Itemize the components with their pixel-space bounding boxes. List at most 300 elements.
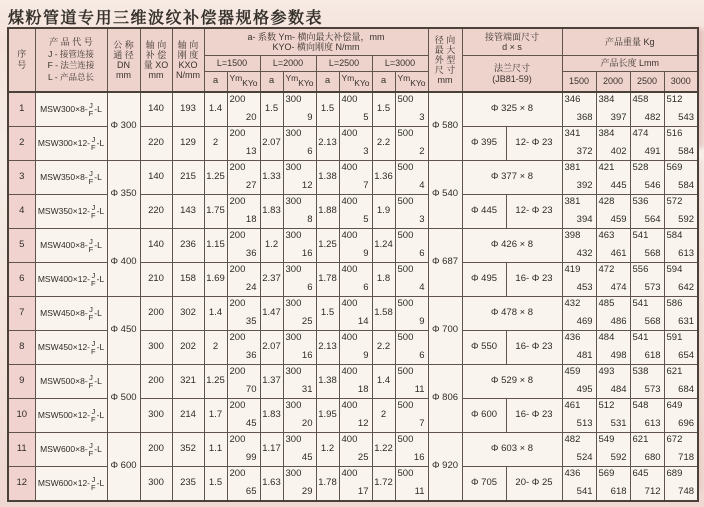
flange-diameter-cell: Φ 395 [462, 127, 506, 161]
weight-f: 368 [576, 112, 593, 124]
xo-cell: 300 [140, 331, 172, 365]
dn-cell: Φ 350 [107, 161, 140, 229]
weight-j: 436 [564, 332, 581, 343]
ym-kyo-cell [395, 399, 428, 433]
product-code-cell [35, 365, 107, 399]
kyo-value: 9 [363, 248, 369, 260]
header-flange [462, 56, 562, 93]
weight-f: 568 [644, 248, 661, 260]
seq-cell: 3 [8, 161, 35, 195]
a-cell: 1.83 [260, 195, 283, 229]
weight-cell [630, 297, 664, 331]
header-sub-ym: Ym [341, 73, 355, 83]
ym-kyo-cell [283, 331, 316, 365]
product-code-cell [35, 161, 107, 195]
header-sub-ym-kyo [339, 72, 372, 93]
ym-value: 300 [285, 468, 302, 479]
pipe-end-cell: Φ 603 × 8 [462, 433, 562, 467]
weight-cell [596, 331, 630, 365]
ym-value: 400 [341, 230, 358, 241]
table-row [8, 92, 698, 127]
kyo-value: 11 [414, 384, 425, 396]
kyo-value: 9 [419, 316, 425, 328]
weight-j: 569 [666, 162, 683, 173]
xo-cell: 200 [140, 433, 172, 467]
kyo-value: 6 [363, 282, 369, 294]
weight-j: 474 [632, 128, 649, 139]
weight-j: 556 [632, 264, 649, 275]
code-f: F [91, 278, 96, 288]
xo-cell: 200 [140, 365, 172, 399]
header-sub-ym-kyo [227, 72, 260, 93]
ym-value: 400 [341, 94, 358, 105]
weight-j: 485 [598, 298, 615, 309]
kyo-value: 4 [419, 282, 425, 294]
seq-cell: 9 [8, 365, 35, 399]
flange-diameter-cell: Φ 600 [462, 399, 506, 433]
weight-f: 592 [610, 452, 627, 464]
weight-cell [596, 433, 630, 467]
table-row [8, 297, 698, 331]
spec-table [7, 27, 699, 502]
code-text: MSW400×12- [37, 273, 91, 284]
a-cell: 1.8 [372, 263, 395, 297]
weight-cell [664, 263, 698, 297]
kyo-value: 5 [363, 214, 369, 226]
ym-value: 200 [229, 366, 246, 377]
a-cell: 1.22 [372, 433, 395, 467]
code-f: F [88, 448, 94, 458]
header-sub-kyo: KYo [410, 78, 426, 89]
xo-cell: 220 [140, 195, 172, 229]
weight-f: 654 [678, 350, 695, 362]
header-a-group [204, 28, 428, 56]
weight-j: 584 [666, 230, 683, 241]
code-jf [91, 136, 96, 152]
weight-j: 621 [666, 366, 683, 377]
code-jf [89, 238, 94, 254]
kyo-value: 3 [419, 112, 425, 124]
kyo-value: 45 [245, 418, 257, 430]
ym-value: 300 [285, 298, 302, 309]
kyo-value: 45 [301, 452, 313, 464]
kxo-cell: 235 [172, 467, 204, 502]
a-cell: 1.38 [316, 365, 339, 399]
weight-f: 469 [576, 316, 593, 328]
weight-f: 618 [644, 350, 661, 362]
product-code-cell [35, 331, 107, 365]
weight-cell [630, 365, 664, 399]
header-weight-length: 3000 [664, 72, 698, 93]
radial-cell: Φ 687 [428, 229, 462, 297]
weight-j: 436 [564, 468, 581, 479]
weight-j: 419 [564, 264, 581, 275]
code-text: MSW300×12- [37, 137, 91, 148]
header-L2000: L=2000 [260, 56, 316, 72]
header-weight-length: 2500 [630, 72, 664, 93]
code-f: F [88, 244, 94, 254]
flange-holes-cell: 12- Φ 23 [506, 195, 562, 229]
header-seq [8, 28, 35, 92]
header-dn-l2: 通 径 [113, 49, 134, 60]
weight-f: 613 [644, 418, 661, 430]
ym-kyo-cell [283, 127, 316, 161]
seq-cell: 1 [8, 92, 35, 127]
a-cell: 2.13 [316, 127, 339, 161]
code-j: J [91, 134, 96, 144]
header-product-title: 产 品 代 号 [49, 36, 93, 47]
ym-value: 200 [229, 94, 246, 105]
weight-cell [562, 433, 596, 467]
table-row [8, 365, 698, 399]
weight-cell [630, 331, 664, 365]
xo-cell: 140 [140, 229, 172, 263]
seq-cell: 11 [8, 433, 35, 467]
dn-cell: Φ 500 [107, 365, 140, 433]
kyo-value: 18 [357, 384, 369, 396]
weight-f: 684 [678, 384, 695, 396]
header-xo [140, 28, 172, 92]
header-pipe-end-line1: 接管端面尺寸 [485, 31, 540, 42]
kyo-value: 3 [363, 146, 369, 158]
code-j: J [91, 406, 96, 416]
ym-value: 500 [397, 196, 414, 207]
weight-j: 541 [632, 230, 649, 241]
ym-kyo-cell [339, 127, 372, 161]
weight-cell [562, 92, 596, 127]
weight-f: 568 [644, 316, 661, 328]
ym-value: 200 [229, 196, 246, 207]
header-weight-length: 1500 [562, 72, 596, 93]
ym-value: 400 [341, 162, 358, 173]
xo-cell: 300 [140, 399, 172, 433]
weight-cell [664, 195, 698, 229]
code-jf [89, 306, 94, 322]
header-radial-l3: 外 型 [434, 54, 456, 65]
ym-value: 300 [285, 196, 302, 207]
a-cell: 1.4 [204, 297, 227, 331]
weight-f: 495 [576, 384, 593, 396]
seq-cell: 10 [8, 399, 35, 433]
kyo-value: 9 [307, 112, 313, 124]
ym-value: 400 [341, 366, 358, 377]
ym-value: 300 [285, 230, 302, 241]
weight-f: 618 [610, 486, 627, 498]
weight-cell [664, 331, 698, 365]
kyo-value: 25 [357, 452, 369, 464]
header-sub-a: a [204, 72, 227, 93]
weight-j: 512 [598, 400, 615, 411]
weight-j: 586 [666, 298, 683, 309]
seq-cell: 12 [8, 467, 35, 502]
flange-holes-cell: 12- Φ 23 [506, 127, 562, 161]
header-a-group-line1: a- 系数 Ym- 横向最大补偿量，mm [247, 31, 385, 42]
weight-j: 549 [598, 434, 615, 445]
ym-kyo-cell [395, 263, 428, 297]
ym-kyo-cell [339, 229, 372, 263]
header-sub-a: a [316, 72, 339, 93]
table-row [8, 229, 698, 263]
flange-diameter-cell: Φ 550 [462, 331, 506, 365]
weight-f: 498 [610, 350, 627, 362]
code-l: -L [94, 375, 102, 386]
a-cell: 1.95 [316, 399, 339, 433]
weight-j: 384 [598, 94, 615, 105]
code-f: F [88, 108, 94, 118]
weight-f: 524 [576, 452, 593, 464]
a-cell: 1.33 [260, 161, 283, 195]
ym-value: 500 [397, 128, 414, 139]
a-cell: 1.38 [316, 161, 339, 195]
header-radial-l5: mm [437, 75, 453, 86]
weight-cell [562, 127, 596, 161]
ym-kyo-cell [227, 331, 260, 365]
ym-kyo-cell [339, 297, 372, 331]
header-sub-ym-kyo [283, 72, 316, 93]
weight-j: 538 [632, 366, 649, 377]
flange-diameter-cell: Φ 705 [462, 467, 506, 502]
code-text: MSW500×12- [37, 409, 91, 420]
header-sub-ym: Ym [397, 73, 411, 83]
xo-cell: 140 [140, 161, 172, 195]
weight-cell [562, 297, 596, 331]
weight-f: 541 [576, 486, 593, 498]
ym-value: 500 [397, 434, 414, 445]
a-cell: 1.7 [204, 399, 227, 433]
ym-value: 500 [397, 400, 414, 411]
ym-kyo-cell [395, 331, 428, 365]
weight-cell [596, 263, 630, 297]
dn-cell: Φ 450 [107, 297, 140, 365]
ym-kyo-cell [227, 195, 260, 229]
code-f: F [88, 176, 94, 186]
weight-f: 712 [644, 486, 661, 498]
ym-value: 200 [229, 400, 246, 411]
code-text: MSW450×8- [40, 307, 88, 318]
ym-kyo-cell [283, 161, 316, 195]
weight-cell [596, 297, 630, 331]
weight-f: 592 [678, 214, 695, 226]
weight-cell [562, 161, 596, 195]
weight-cell [562, 195, 596, 229]
header-kxo [172, 28, 204, 92]
code-f: F [91, 142, 96, 152]
ym-kyo-cell [339, 467, 372, 502]
weight-f: 484 [610, 384, 627, 396]
ym-value: 300 [285, 332, 302, 343]
header-sub-a: a [372, 72, 395, 93]
a-cell: 1.37 [260, 365, 283, 399]
pipe-end-cell: Φ 529 × 8 [462, 365, 562, 399]
kyo-value: 9 [363, 350, 369, 362]
code-l: -L [94, 171, 102, 182]
ym-kyo-cell [395, 229, 428, 263]
weight-j: 482 [564, 434, 581, 445]
a-cell: 1.88 [316, 195, 339, 229]
kyo-value: 35 [245, 316, 257, 328]
ym-kyo-cell [395, 297, 428, 331]
ym-value: 300 [285, 434, 302, 445]
weight-f: 642 [678, 282, 695, 294]
ym-kyo-cell [283, 195, 316, 229]
ym-value: 400 [341, 468, 358, 479]
weight-cell [664, 92, 698, 127]
weight-cell [630, 161, 664, 195]
note-f: F - 法兰连接 [47, 60, 95, 71]
weight-cell [630, 467, 664, 502]
a-cell: 1.78 [316, 467, 339, 502]
kyo-value: 36 [245, 248, 257, 260]
a-cell: 1.78 [316, 263, 339, 297]
weight-f: 513 [576, 418, 593, 430]
weight-f: 573 [644, 282, 661, 294]
weight-f: 392 [576, 180, 593, 192]
weight-f: 584 [678, 146, 695, 158]
code-j: J [89, 372, 93, 382]
seq-cell: 4 [8, 195, 35, 229]
product-code-cell [35, 433, 107, 467]
product-code-cell [35, 195, 107, 229]
ym-kyo-cell [227, 92, 260, 127]
a-cell: 1.5 [316, 297, 339, 331]
a-cell: 2.2 [372, 127, 395, 161]
xo-cell: 200 [140, 297, 172, 331]
code-l: -L [96, 341, 105, 352]
code-j: J [91, 474, 96, 484]
ym-kyo-cell [283, 399, 316, 433]
a-cell: 1.36 [372, 161, 395, 195]
kxo-cell: 129 [172, 127, 204, 161]
ym-kyo-cell [283, 229, 316, 263]
ym-value: 500 [397, 332, 414, 343]
header-weight: 产品重量 Kg [562, 28, 698, 56]
header-seq-line2: 号 [17, 60, 27, 70]
header-L2500: L=2500 [316, 56, 372, 72]
flange-holes-cell: 16- Φ 23 [506, 263, 562, 297]
kyo-value: 99 [245, 452, 257, 464]
ym-value: 200 [229, 434, 246, 445]
weight-cell [596, 161, 630, 195]
code-j: J [91, 202, 96, 212]
weight-cell [664, 229, 698, 263]
weight-cell [562, 331, 596, 365]
ym-kyo-cell [227, 399, 260, 433]
flange-diameter-cell: Φ 495 [462, 263, 506, 297]
a-cell: 2 [372, 399, 395, 433]
weight-f: 481 [576, 350, 593, 362]
ym-kyo-cell [339, 263, 372, 297]
kyo-value: 7 [419, 418, 425, 430]
kxo-cell: 236 [172, 229, 204, 263]
ym-kyo-cell [227, 365, 260, 399]
product-code-cell [35, 263, 107, 297]
weight-f: 631 [678, 316, 695, 328]
weight-f: 474 [610, 282, 627, 294]
ym-value: 500 [397, 162, 414, 173]
a-cell: 1.83 [260, 399, 283, 433]
weight-f: 445 [610, 180, 627, 192]
kxo-cell: 215 [172, 161, 204, 195]
a-cell: 1.1 [204, 433, 227, 467]
header-radial [428, 28, 462, 92]
pipe-end-cell: Φ 377 × 8 [462, 161, 562, 195]
weight-cell [562, 365, 596, 399]
ym-value: 200 [229, 332, 246, 343]
kyo-value: 18 [245, 214, 257, 226]
code-j: J [89, 440, 93, 450]
weight-f: 372 [576, 146, 593, 158]
code-l: -L [96, 205, 105, 216]
weight-f: 584 [678, 180, 695, 192]
a-cell: 1.5 [260, 92, 283, 127]
seq-cell: 6 [8, 263, 35, 297]
flange-holes-cell: 16- Φ 23 [506, 399, 562, 433]
weight-j: 459 [564, 366, 581, 377]
weight-j: 381 [564, 162, 581, 173]
weight-j: 645 [632, 468, 649, 479]
ym-value: 200 [229, 264, 246, 275]
code-text: MSW600×8- [40, 443, 88, 454]
product-code-cell [35, 467, 107, 502]
weight-f: 613 [678, 248, 695, 260]
header-L3000: L=3000 [372, 56, 428, 72]
code-jf [91, 408, 96, 424]
code-text: MSW450×12- [37, 341, 91, 352]
weight-f: 397 [610, 112, 627, 124]
weight-f: 453 [576, 282, 593, 294]
weight-j: 421 [598, 162, 615, 173]
weight-j: 463 [598, 230, 615, 241]
weight-cell [596, 365, 630, 399]
flange-holes-cell: 20- Φ 25 [506, 467, 562, 502]
header-radial-l4: 尺 寸 [434, 65, 456, 76]
weight-j: 591 [666, 332, 683, 343]
weight-cell [562, 229, 596, 263]
a-cell: 2.37 [260, 263, 283, 297]
weight-j: 472 [598, 264, 615, 275]
kxo-cell: 214 [172, 399, 204, 433]
weight-j: 541 [632, 332, 649, 343]
ym-kyo-cell [395, 195, 428, 229]
dn-cell: Φ 300 [107, 92, 140, 161]
ym-kyo-cell [227, 263, 260, 297]
weight-j: 461 [564, 400, 581, 411]
header-sub-ym: Ym [285, 73, 299, 83]
kyo-value: 65 [245, 486, 257, 498]
ym-kyo-cell [227, 297, 260, 331]
ym-kyo-cell [339, 161, 372, 195]
kyo-value: 12 [301, 180, 313, 192]
ym-value: 300 [285, 128, 302, 139]
header-sub-ym: Ym [229, 73, 243, 83]
kyo-value: 16 [413, 452, 425, 464]
kyo-value: 27 [245, 180, 257, 192]
weight-j: 541 [632, 298, 649, 309]
kyo-value: 6 [307, 146, 313, 158]
code-text: MSW400×8- [40, 239, 88, 250]
weight-j: 346 [564, 94, 581, 105]
weight-f: 486 [610, 316, 627, 328]
ym-kyo-cell [339, 399, 372, 433]
weight-j: 621 [632, 434, 649, 445]
weight-j: 398 [564, 230, 581, 241]
weight-cell [596, 467, 630, 502]
radial-cell: Φ 580 [428, 92, 462, 161]
kyo-value: 6 [307, 282, 313, 294]
a-cell: 1.2 [316, 433, 339, 467]
code-l: -L [94, 443, 102, 454]
weight-f: 696 [678, 418, 695, 430]
